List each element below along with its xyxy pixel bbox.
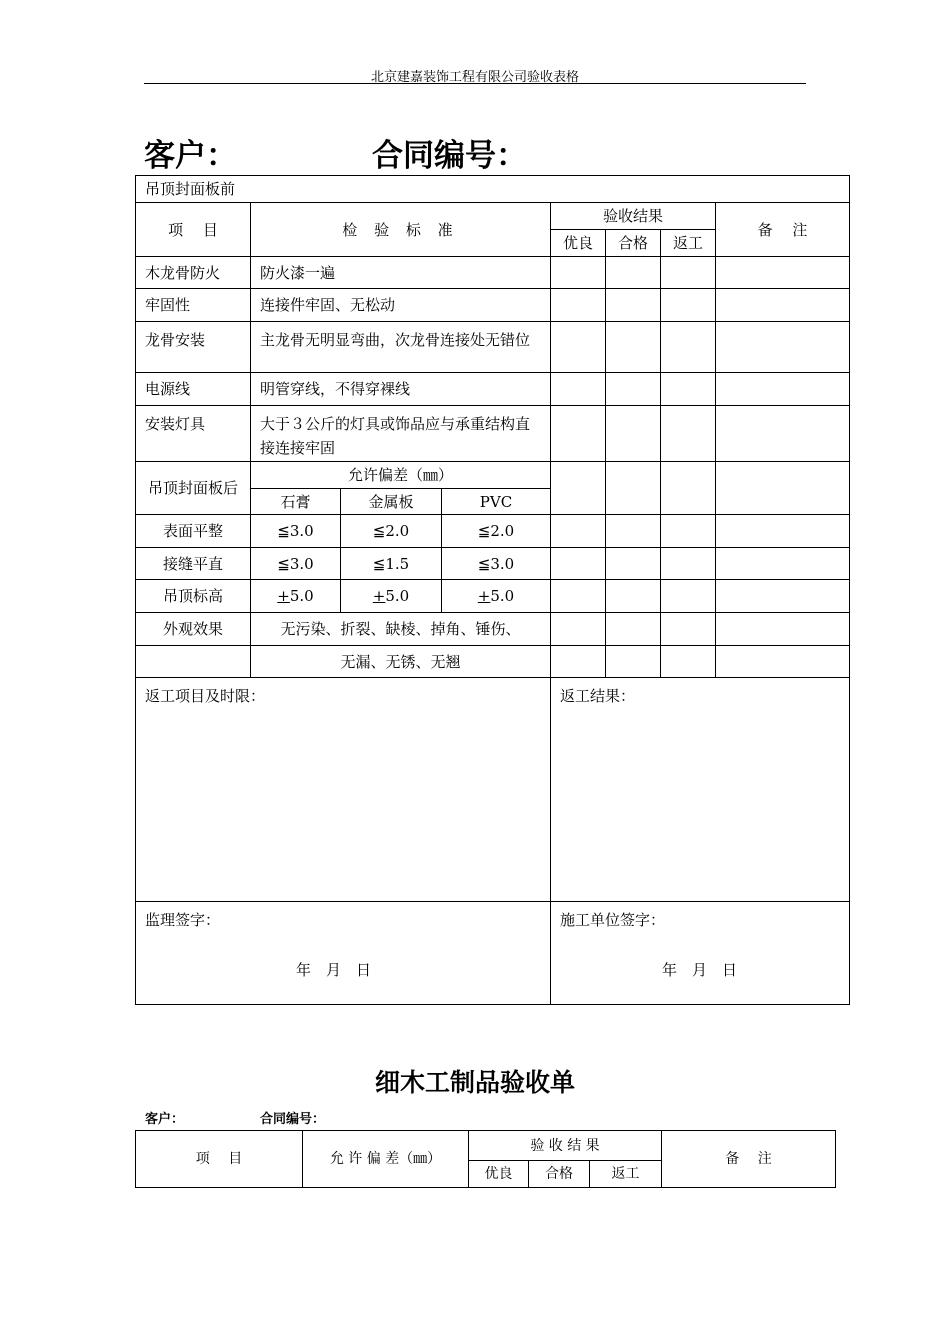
material-metal: 金属板 [341, 489, 442, 515]
table-row [136, 257, 850, 289]
check-cell[interactable] [661, 548, 716, 580]
check-cell[interactable] [661, 406, 716, 462]
row-standard: 主龙骨无明显弯曲，次龙骨连接处无错位 [251, 322, 551, 373]
tolerance-value [251, 580, 341, 613]
row-item: 接缝平直 [136, 548, 251, 580]
plus-minus-sign: + [277, 587, 290, 605]
check-cell[interactable] [661, 515, 716, 548]
check-cell[interactable] [661, 462, 716, 515]
table-row [136, 646, 850, 678]
check-cell[interactable] [606, 548, 661, 580]
row-item: 龙骨安装 [136, 322, 251, 373]
row-item: 牢固性 [136, 289, 251, 322]
remark-cell[interactable] [716, 515, 850, 548]
supervisor-sign-label: 监理签字： [145, 911, 221, 929]
tolerance-value: ≦3.0 [251, 548, 341, 580]
tolerance-value: ≦3.0 [251, 515, 341, 548]
form2-contract-label: 合同编号： [260, 1112, 326, 1127]
check-cell[interactable] [606, 289, 661, 322]
col-header-standard: 检 验 标 准 [251, 203, 551, 257]
col-header-item: 项 目 [136, 1131, 303, 1188]
rework-items-label: 返工项目及时限： [145, 687, 266, 705]
table-row [136, 580, 850, 613]
tolerance-value: ≦1.5 [341, 548, 442, 580]
col-header-rework: 返工 [661, 230, 716, 257]
check-cell[interactable] [606, 406, 661, 462]
remark-cell[interactable] [716, 613, 850, 646]
col-header-excellent: 优良 [551, 230, 606, 257]
check-cell[interactable] [606, 257, 661, 289]
col-header-remark: 备 注 [716, 203, 850, 257]
table-row [136, 515, 850, 548]
table-row [136, 322, 850, 373]
check-cell[interactable] [551, 613, 606, 646]
check-cell[interactable] [661, 257, 716, 289]
col-header-pass: 合格 [529, 1161, 590, 1188]
check-cell[interactable] [661, 613, 716, 646]
check-cell[interactable] [551, 515, 606, 548]
remark-cell[interactable] [716, 548, 850, 580]
tolerance-value: ≦3.0 [442, 548, 551, 580]
row-standard: 连接件牢固、无松动 [251, 289, 551, 322]
check-cell[interactable] [606, 646, 661, 678]
check-cell[interactable] [551, 548, 606, 580]
col-header-excellent: 优良 [469, 1161, 529, 1188]
row-standard: 无漏、无锈、无翘 [251, 646, 551, 678]
tolerance-value [341, 580, 442, 613]
carpentry-acceptance-table [135, 1130, 836, 1188]
rework-result-label: 返工结果： [560, 687, 636, 705]
remark-cell[interactable] [716, 257, 850, 289]
check-cell[interactable] [606, 613, 661, 646]
plus-minus-sign: + [477, 587, 491, 605]
builder-sign-field[interactable] [551, 902, 850, 1005]
ceiling-acceptance-table [135, 175, 850, 1005]
check-cell[interactable] [661, 322, 716, 373]
check-cell[interactable] [606, 462, 661, 515]
row-item: 木龙骨防火 [136, 257, 251, 289]
row-standard: 防火漆一遍 [251, 257, 551, 289]
contract-number-label: 合同编号： [372, 138, 527, 174]
check-cell[interactable] [551, 289, 606, 322]
row-standard: 大于３公斤的灯具或饰品应与承重结构直接连接牢固 [251, 406, 551, 462]
material-gypsum: 石膏 [251, 489, 341, 515]
table-row [136, 406, 850, 462]
tolerance-value: ≦2.0 [442, 515, 551, 548]
row-item: 安装灯具 [136, 406, 251, 462]
supervisor-date: 年 月 日 [296, 961, 372, 979]
row-standard: 明管穿线，不得穿裸线 [251, 373, 551, 406]
check-cell[interactable] [551, 257, 606, 289]
section-title: 吊顶封面板前 [136, 176, 850, 203]
after-panel-item: 吊顶封面板后 [136, 462, 251, 515]
check-cell[interactable] [661, 373, 716, 406]
carpentry-form-title: 细木工制品验收单 [374, 1068, 575, 1097]
row-item: 外观效果 [136, 613, 251, 646]
table-row [136, 289, 850, 322]
check-cell[interactable] [551, 646, 606, 678]
row-item: 电源线 [136, 373, 251, 406]
tolerance-value: ≦2.0 [341, 515, 442, 548]
supervisor-sign-field[interactable] [136, 902, 551, 1005]
empty-cell [136, 646, 251, 678]
col-header-item: 项 目 [136, 203, 251, 257]
table-row [136, 373, 850, 406]
check-cell[interactable] [661, 289, 716, 322]
remark-cell[interactable] [716, 289, 850, 322]
col-header-rework: 返工 [590, 1161, 662, 1188]
plus-minus-sign: + [372, 587, 386, 605]
table-row [136, 613, 850, 646]
header-divider [144, 83, 806, 84]
tolerance-number: 5.0 [385, 587, 410, 605]
check-cell[interactable] [606, 322, 661, 373]
check-cell[interactable] [606, 580, 661, 613]
col-header-tolerance: 允 许 偏 差（㎜） [303, 1131, 469, 1188]
remark-cell[interactable] [716, 580, 850, 613]
tolerance-header: 允许偏差（㎜） [251, 462, 551, 489]
remark-cell[interactable] [716, 462, 850, 515]
remark-cell[interactable] [716, 373, 850, 406]
check-cell[interactable] [606, 373, 661, 406]
col-header-remark: 备 注 [662, 1131, 836, 1188]
tolerance-number: 5.0 [490, 587, 515, 605]
rework-items-field[interactable] [136, 678, 551, 902]
check-cell[interactable] [551, 462, 606, 515]
check-cell[interactable] [551, 406, 606, 462]
row-standard: 无污染、折裂、缺棱、掉角、锤伤、 [251, 613, 551, 646]
check-cell[interactable] [551, 322, 606, 373]
rework-result-field[interactable] [551, 678, 850, 902]
remark-cell[interactable] [716, 406, 850, 462]
check-cell[interactable] [551, 373, 606, 406]
table-row [136, 548, 850, 580]
remark-cell[interactable] [716, 646, 850, 678]
col-header-pass: 合格 [606, 230, 661, 257]
material-pvc: PVC [442, 489, 551, 515]
row-item: 吊顶标高 [136, 580, 251, 613]
remark-cell[interactable] [716, 322, 850, 373]
check-cell[interactable] [661, 580, 716, 613]
row-item: 表面平整 [136, 515, 251, 548]
tolerance-value [442, 580, 551, 613]
tolerance-number: 5.0 [289, 587, 314, 605]
page-header-title: 北京建嘉装饰工程有限公司验收表格 [370, 70, 579, 85]
check-cell[interactable] [606, 515, 661, 548]
col-header-result: 验 收 结 果 [469, 1131, 662, 1161]
builder-date: 年 月 日 [662, 961, 738, 979]
form2-customer-label: 客户： [145, 1112, 185, 1127]
col-header-result: 验收结果 [551, 203, 716, 230]
check-cell[interactable] [551, 580, 606, 613]
customer-label: 客户： [144, 138, 237, 174]
builder-sign-label: 施工单位签字： [560, 911, 666, 929]
check-cell[interactable] [661, 646, 716, 678]
